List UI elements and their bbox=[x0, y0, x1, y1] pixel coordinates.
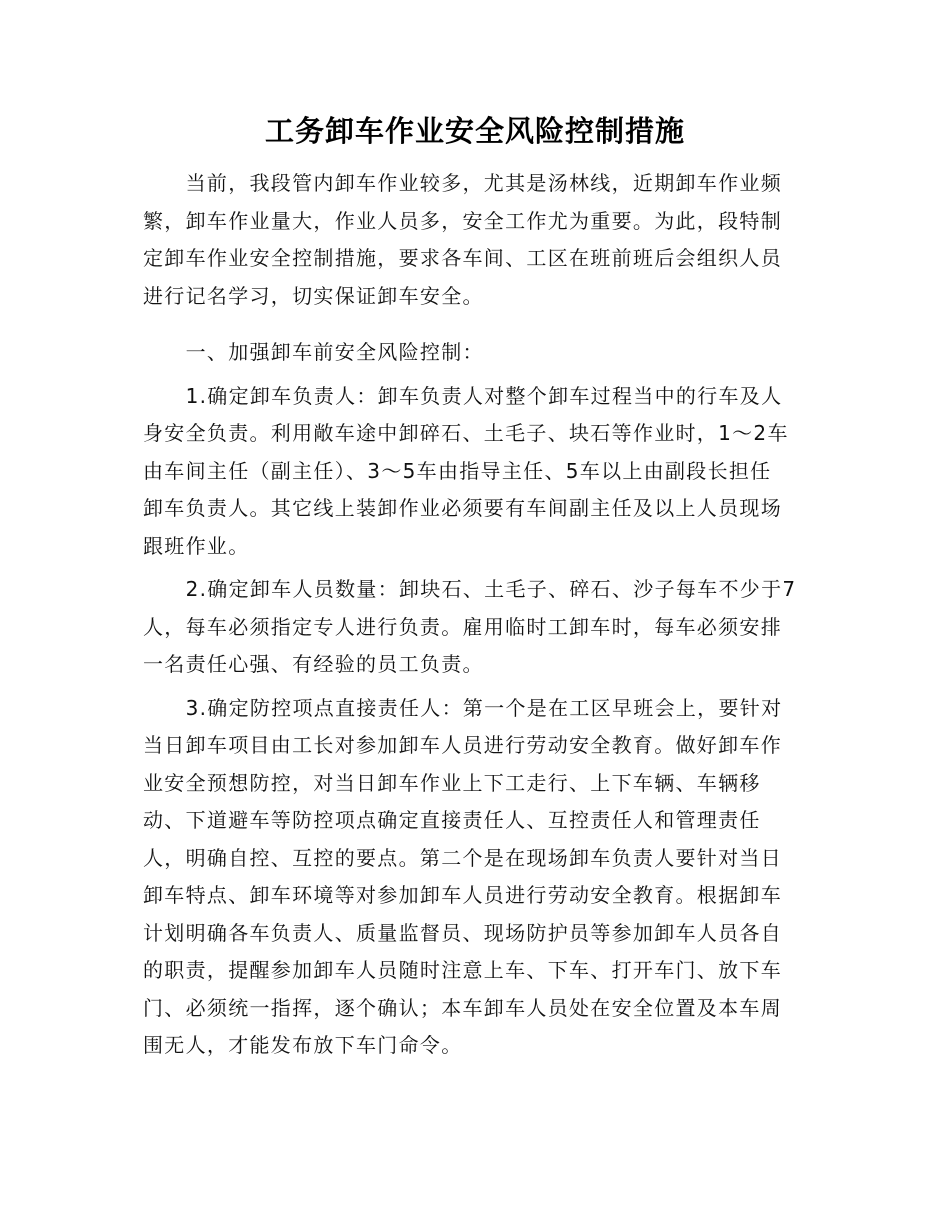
text-line: 定卸车作业安全控制措施，要求各车间、工区在班前班后会组织人员 bbox=[143, 246, 782, 270]
text-line: 当日卸车项目由工长对参加卸车人员进行劳动安全教育。做好卸车作 bbox=[143, 733, 782, 757]
document-body bbox=[143, 165, 803, 1065]
text-line: 业安全预想防控，对当日卸车作业上下工走行、上下车辆、车辆移 bbox=[143, 770, 761, 795]
text-line: 进行记名学习，切实保证卸车安全。 bbox=[143, 283, 484, 308]
text-line: 繁，卸车作业量大，作业人员多，安全工作尤为重要。为此，段特制 bbox=[143, 208, 782, 233]
text-line: 由车间主任（副主任）、3～5车由指导主任、5车以上由副段长担任 bbox=[143, 458, 772, 483]
paragraph-item-1 bbox=[143, 378, 803, 566]
text-line: 门、必须统一指挥，逐个确认；本车卸车人员处在安全位置及本车周 bbox=[143, 995, 782, 1020]
text-line: 一名责任心强、有经验的员工负责。 bbox=[143, 652, 484, 676]
text-line: 动、下道避车等防控项点确定直接责任人、互控责任人和管理责任 bbox=[143, 808, 761, 832]
text-line: 1.确定卸车负责人：卸车负责人对整个卸车过程当中的行车及人 bbox=[143, 383, 783, 408]
text-line: 计划明确各车负责人、质量监督员、现场防护员等参加卸车人员各自 bbox=[143, 920, 782, 945]
text-line: 身安全负责。利用敞车途中卸碎石、土毛子、块石等作业时，1～2车 bbox=[143, 421, 789, 445]
document-title: 工务卸车作业安全风险控制措施 bbox=[264, 114, 685, 148]
text-line: 跟班作业。 bbox=[143, 533, 250, 558]
paragraph-item-2 bbox=[143, 571, 803, 684]
text-line: 卸车特点、卸车环境等对参加卸车人员进行劳动安全教育。根据卸车 bbox=[143, 883, 782, 907]
text-line: 2.确定卸车人员数量：卸块石、土毛子、碎石、沙子每车不少于7 bbox=[143, 577, 797, 601]
paragraph-item-3 bbox=[143, 690, 803, 1065]
text-line: 围无人，才能发布放下车门命令。 bbox=[143, 1033, 463, 1057]
text-line: 人，每车必须指定专人进行负责。雇用临时工卸车时，每车必须安排 bbox=[143, 614, 782, 639]
paragraph-intro bbox=[143, 165, 803, 315]
text-line: 当前，我段管内卸车作业较多，尤其是汤林线，近期卸车作业频 bbox=[143, 171, 782, 195]
paragraph-gap bbox=[143, 315, 803, 334]
text-line: 人，明确自控、互控的要点。第二个是在现场卸车负责人要针对当日 bbox=[143, 845, 782, 870]
text-line: 一、加强卸车前安全风险控制： bbox=[143, 340, 484, 364]
text-line: 3.确定防控项点直接责任人：第一个是在工区早班会上，要针对 bbox=[143, 695, 783, 720]
text-line: 卸车负责人。其它线上装卸作业必须要有车间副主任及以上人员现场 bbox=[143, 496, 782, 520]
section-heading-1 bbox=[143, 334, 803, 372]
text-line: 的职责，提醒参加卸车人员随时注意上车、下车、打开车门、放下车 bbox=[143, 958, 782, 982]
